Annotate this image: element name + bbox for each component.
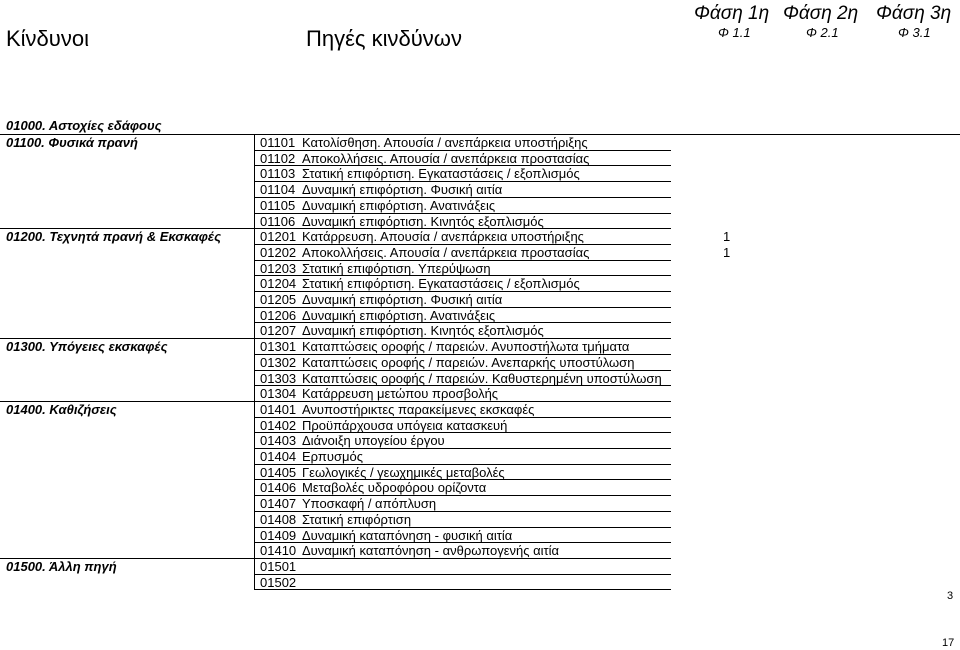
row-description: Μεταβολές υδροφόρου ορίζοντα: [302, 480, 487, 496]
row-code: 01304: [260, 386, 297, 402]
row-code: 01207: [260, 323, 297, 339]
row-code: 01402: [260, 417, 297, 433]
header-phase-3-code: Φ 3.1: [898, 25, 931, 40]
category-label: 01200. Τεχνητά πρανή & Εκσκαφές: [6, 229, 222, 245]
row-code: 01301: [260, 339, 297, 355]
row-code: 01204: [260, 276, 297, 292]
row-code: 01501: [260, 558, 297, 574]
header-phase-1-code: Φ 1.1: [718, 25, 751, 40]
row-description: Δυναμική επιφόρτιση. Ανατινάξεις: [302, 197, 496, 213]
row-description: Κατάρρευση μετώπου προσβολής: [302, 386, 499, 402]
row-divider: [254, 558, 671, 559]
section-title: 01000. Αστοχίες εδάφους: [6, 118, 162, 133]
row-phase-1-value: 1: [723, 244, 731, 260]
category-label: 01100. Φυσικά πρανή: [6, 135, 138, 150]
row-code: 01103: [260, 166, 296, 182]
row-description: Δυναμική καταπόνηση - ανθρωπογενής αιτία: [302, 543, 560, 559]
row-description: Δυναμική καταπόνηση - φυσική αιτία: [302, 527, 513, 543]
row-description: Ανυποστήρικτες παρακείμενες εκσκαφές: [302, 401, 535, 417]
header-phase-2: Φάση 2η: [783, 3, 859, 24]
row-description: Κατάρρευση. Απουσία / ανεπάρκεια υποστήριξης: [302, 229, 584, 245]
code-column-border: [254, 134, 255, 589]
row-code: 01105: [260, 197, 296, 213]
row-code: 01201: [260, 229, 297, 245]
row-description: Στατική επιφόρτιση. Εγκαταστάσεις / εξοπλισμός: [302, 276, 580, 292]
row-description: Δυναμική επιφόρτιση. Κινητός εξοπλισμός: [302, 213, 544, 229]
row-code: 01102: [260, 150, 296, 166]
row-code: 01401: [260, 401, 297, 417]
row-code: 01203: [260, 260, 297, 276]
category-divider: [0, 401, 254, 402]
row-description: Καταπτώσεις οροφής / παρειών. Καθυστερημένη υποστύλωση: [302, 370, 662, 386]
row-code: 01407: [260, 496, 297, 512]
section-divider: [0, 134, 960, 135]
row-description: Υποσκαφή / απόπλυση: [302, 496, 437, 512]
row-description: Διάνοιξη υπογείου έργου: [302, 433, 445, 449]
row-description: Καταπτώσεις οροφής / παρειών. Ανεπαρκής υποστύλωση: [302, 354, 635, 370]
row-code: 01206: [260, 307, 297, 323]
header-hazard-sources: Πηγές κινδύνων: [306, 26, 462, 51]
category-divider: [0, 338, 254, 339]
row-code: 01106: [260, 213, 296, 229]
row-divider: [254, 574, 671, 575]
row-code: 01410: [260, 543, 297, 559]
row-code: 01202: [260, 244, 297, 260]
row-phase-1-value: 1: [723, 229, 731, 245]
row-code: 01405: [260, 464, 297, 480]
page-number: 17: [942, 637, 955, 649]
row-code: 01104: [260, 182, 296, 198]
header-phase-1: Φάση 1η: [694, 3, 770, 24]
row-code: 01502: [260, 574, 297, 590]
header-hazards: Κίνδυνοι: [6, 26, 89, 51]
header-phase-2-code: Φ 2.1: [806, 25, 839, 40]
row-code: 01303: [260, 370, 297, 386]
category-label: 01400. Καθιζήσεις: [6, 401, 117, 417]
row-code: 01404: [260, 449, 297, 464]
category-label: 01300. Υπόγειες εκσκαφές: [6, 339, 168, 355]
row-description: Αποκολλήσεις. Απουσία / ανεπάρκεια προστασίας: [302, 150, 590, 166]
row-description: Δυναμική επιφόρτιση. Κινητός εξοπλισμός: [302, 323, 544, 339]
row-code: 01403: [260, 433, 297, 449]
category-divider: [0, 558, 254, 559]
category-divider: [0, 228, 254, 229]
row-description: Στατική επιφόρτιση: [302, 511, 412, 527]
row-description: Καταπτώσεις οροφής / παρειών. Ανυποστήλωτα τμήματα: [302, 339, 630, 355]
row-description: Προϋπάρχουσα υπόγεια κατασκευή: [302, 417, 508, 433]
row-description: Δυναμική επιφόρτιση. Φυσική αιτία: [302, 182, 503, 198]
category-label: 01500. Άλλη πηγή: [6, 558, 117, 574]
row-code: 01205: [260, 292, 297, 307]
row-description: Στατική επιφόρτιση. Εγκαταστάσεις / εξοπλισμός: [302, 166, 580, 182]
total-count: 3: [947, 590, 954, 602]
row-code: 01409: [260, 527, 297, 543]
row-code: 01408: [260, 511, 297, 527]
row-description: Γεωλογικές / γεωχημικές μεταβολές: [302, 464, 505, 480]
header-phase-3: Φάση 3η: [876, 3, 952, 24]
row-code: 01302: [260, 354, 297, 370]
row-code: 01406: [260, 480, 297, 496]
row-description: Ερπυσμός: [302, 449, 363, 464]
row-description: Δυναμική επιφόρτιση. Φυσική αιτία: [302, 292, 503, 307]
row-description: Στατική επιφόρτιση. Υπερύψωση: [302, 260, 491, 276]
row-description: Κατολίσθηση. Απουσία / ανεπάρκεια υποστήριξης: [302, 135, 588, 150]
row-description: Δυναμική επιφόρτιση. Ανατινάξεις: [302, 307, 496, 323]
row-code: 01101: [260, 135, 296, 150]
row-divider: [254, 589, 671, 590]
row-description: Αποκολλήσεις. Απουσία / ανεπάρκεια προστασίας: [302, 244, 590, 260]
